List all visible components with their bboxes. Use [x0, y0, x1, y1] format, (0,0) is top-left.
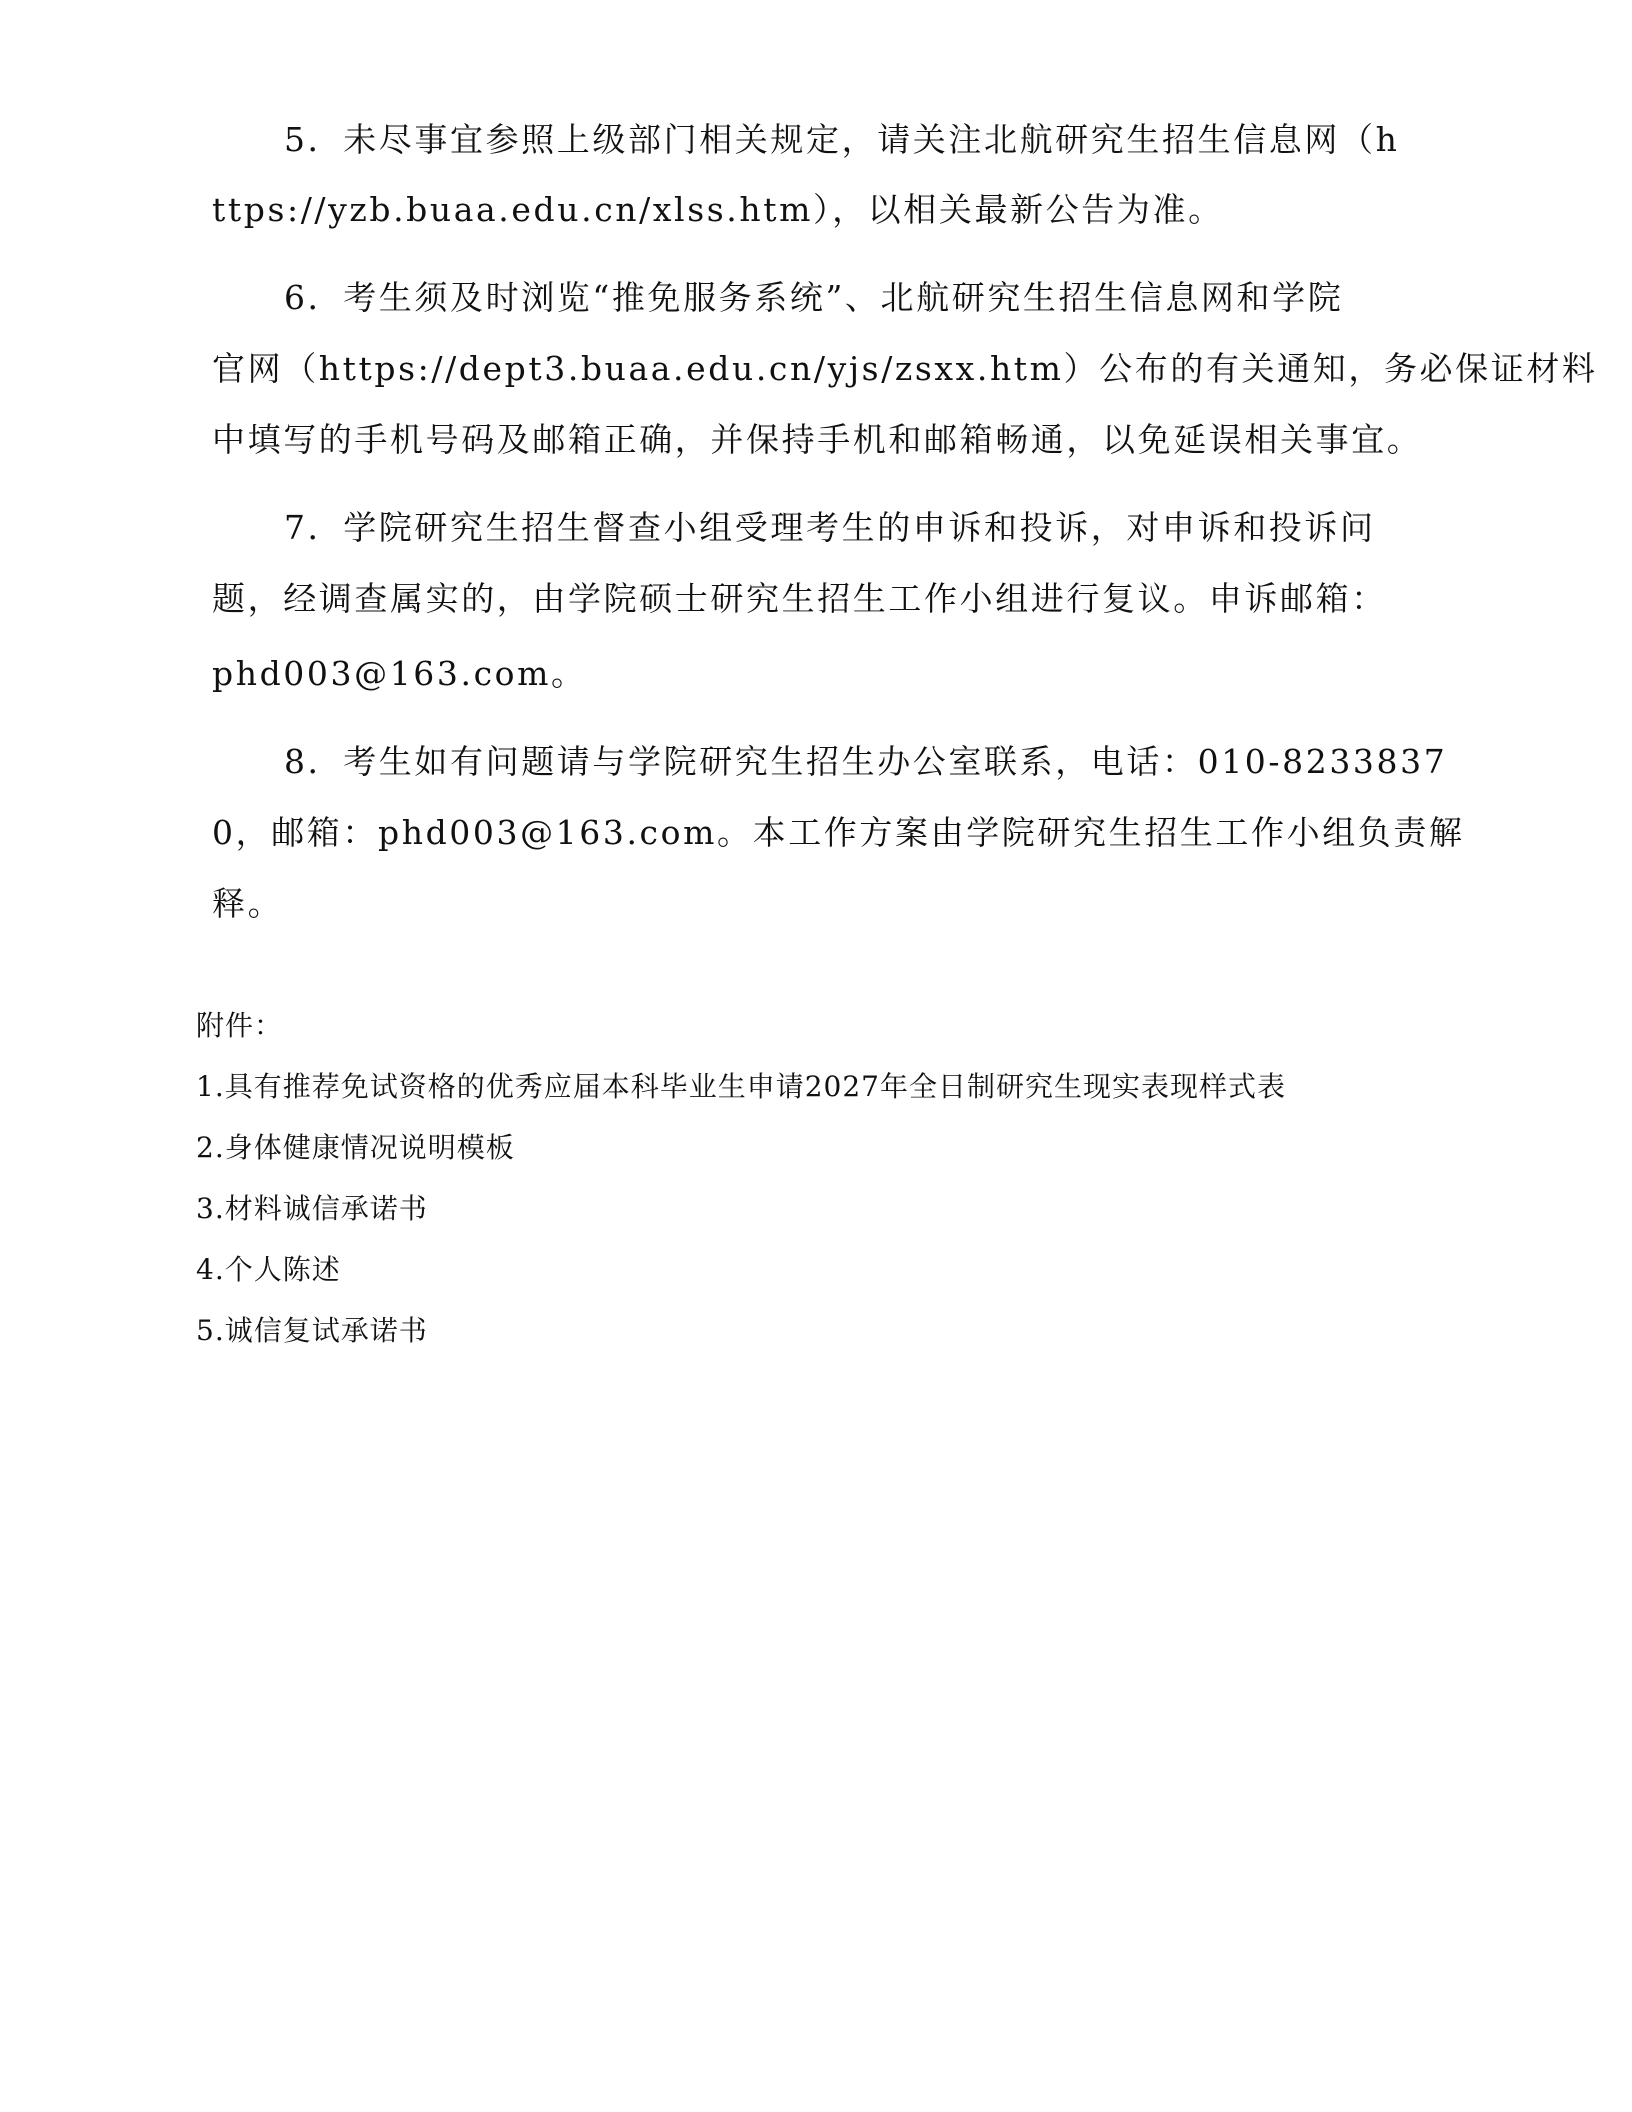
paragraph-7-line-3: phd003@163.com。	[212, 654, 587, 693]
paragraph-6-line-1: 6．考生须及时浏览“推免服务系统”、北航研究生招生信息网和学院	[284, 278, 1344, 317]
paragraph-8-line-2: 0，邮箱：phd003@163.com。本工作方案由学院研究生招生工作小组负责解	[212, 813, 1465, 852]
paragraph-5-line-1: 5．未尽事宜参照上级部门相关规定，请关注北航研究生招生信息网（h	[284, 120, 1400, 159]
paragraph-5-line-2: ttps://yzb.buaa.edu.cn/xlss.htm），以相关最新公告为准。	[212, 190, 1224, 229]
paragraph-7-line-2: 题，经调查属实的，由学院硕士研究生招生工作小组进行复议。申诉邮箱：	[212, 579, 1387, 618]
paragraph-7-line-1: 7．学院研究生招生督查小组受理考生的申诉和投诉，对申诉和投诉问	[284, 508, 1376, 547]
attachment-item-5: 5.诚信复试承诺书	[196, 1314, 428, 1347]
paragraph-6-line-2: 官网（https://dept3.buaa.edu.cn/yjs/zsxx.htm）公布的有关通知，务必保证材料	[212, 349, 1598, 388]
attachment-item-2: 2.身体健康情况说明模板	[196, 1131, 515, 1164]
attachment-item-4: 4.个人陈述	[196, 1253, 341, 1286]
paragraph-8-line-1: 8．考生如有问题请与学院研究生招生办公室联系，电话：010-8233837	[284, 742, 1448, 781]
attachment-item-3: 3.材料诚信承诺书	[196, 1192, 428, 1225]
attachment-item-1: 1.具有推荐免试资格的优秀应届本科毕业生申请2027年全日制研究生现实表现样式表	[196, 1070, 1286, 1103]
paragraph-6-line-3: 中填写的手机号码及邮箱正确，并保持手机和邮箱畅通，以免延误相关事宜。	[212, 420, 1423, 459]
paragraph-8-line-3: 释。	[212, 884, 284, 923]
attachments-heading: 附件：	[196, 1009, 284, 1042]
